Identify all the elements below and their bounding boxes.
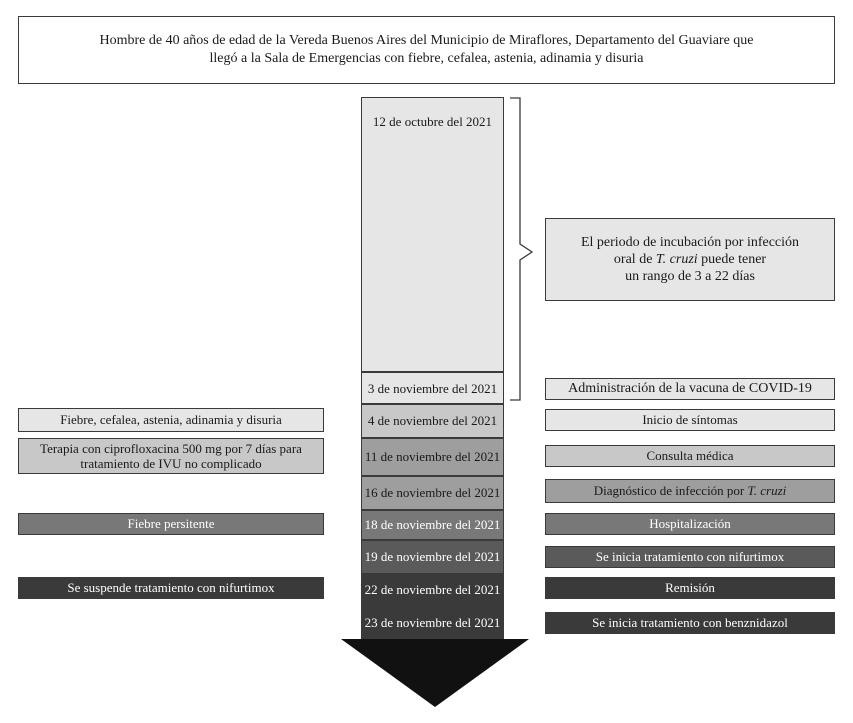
event-symptoms: Fiebre, cefalea, astenia, adinamia y disuria bbox=[18, 408, 324, 432]
event-covid-vaccine: Administración de la vacuna de COVID-19 bbox=[545, 378, 835, 400]
event-hospitalization: Hospitalización bbox=[545, 513, 835, 535]
event-tcruzi-diagnosis: Diagnóstico de infección por T. cruzi bbox=[545, 479, 835, 503]
timeline-date-nov-19: 19 de noviembre del 2021 bbox=[361, 540, 504, 574]
timeline-date-oct-12: 12 de octubre del 2021 bbox=[361, 97, 504, 372]
timeline-date-nov-22: 22 de noviembre del 2021 bbox=[361, 574, 504, 606]
timeline-down-arrow-icon bbox=[341, 639, 529, 709]
timeline-date-nov-4: 4 de noviembre del 2021 bbox=[361, 404, 504, 438]
case-description-box bbox=[18, 16, 835, 84]
event-ciprofloxacin-therapy: Terapia con ciprofloxacina 500 mg por 7 días para tratamiento de IVU no complicado bbox=[18, 438, 324, 474]
event-persistent-fever: Fiebre persitente bbox=[18, 513, 324, 535]
incubation-bracket-icon bbox=[508, 97, 538, 403]
timeline-date-nov-23: 23 de noviembre del 2021 bbox=[361, 606, 504, 640]
event-remission: Remisión bbox=[545, 577, 835, 599]
event-start-benznidazol: Se inicia tratamiento con benznidazol bbox=[545, 612, 835, 634]
timeline-date-nov-11: 11 de noviembre del 2021 bbox=[361, 438, 504, 476]
timeline-date-nov-16: 16 de noviembre del 2021 bbox=[361, 476, 504, 510]
case-description-line-2: llegó a la Sala de Emergencias con fiebre, cefalea, astenia, adinamia y disuria bbox=[209, 51, 644, 66]
event-start-nifurtimox: Se inicia tratamiento con nifurtimox bbox=[545, 546, 835, 568]
timeline-date-nov-3: 3 de noviembre del 2021 bbox=[361, 372, 504, 404]
event-suspend-nifurtimox: Se suspende tratamiento con nifurtimox bbox=[18, 577, 324, 599]
event-symptom-onset: Inicio de síntomas bbox=[545, 409, 835, 431]
case-description-line-1: Hombre de 40 años de edad de la Vereda Buenos Aires del Municipio de Miraflores, Departamento del Guaviare que bbox=[99, 33, 754, 48]
event-medical-consult: Consulta médica bbox=[545, 445, 835, 467]
timeline-date-nov-18: 18 de noviembre del 2021 bbox=[361, 510, 504, 540]
incubation-note-box: El periodo de incubación por infección oral de T. cruzi puede tener un rango de 3 a 22 días bbox=[545, 218, 835, 301]
